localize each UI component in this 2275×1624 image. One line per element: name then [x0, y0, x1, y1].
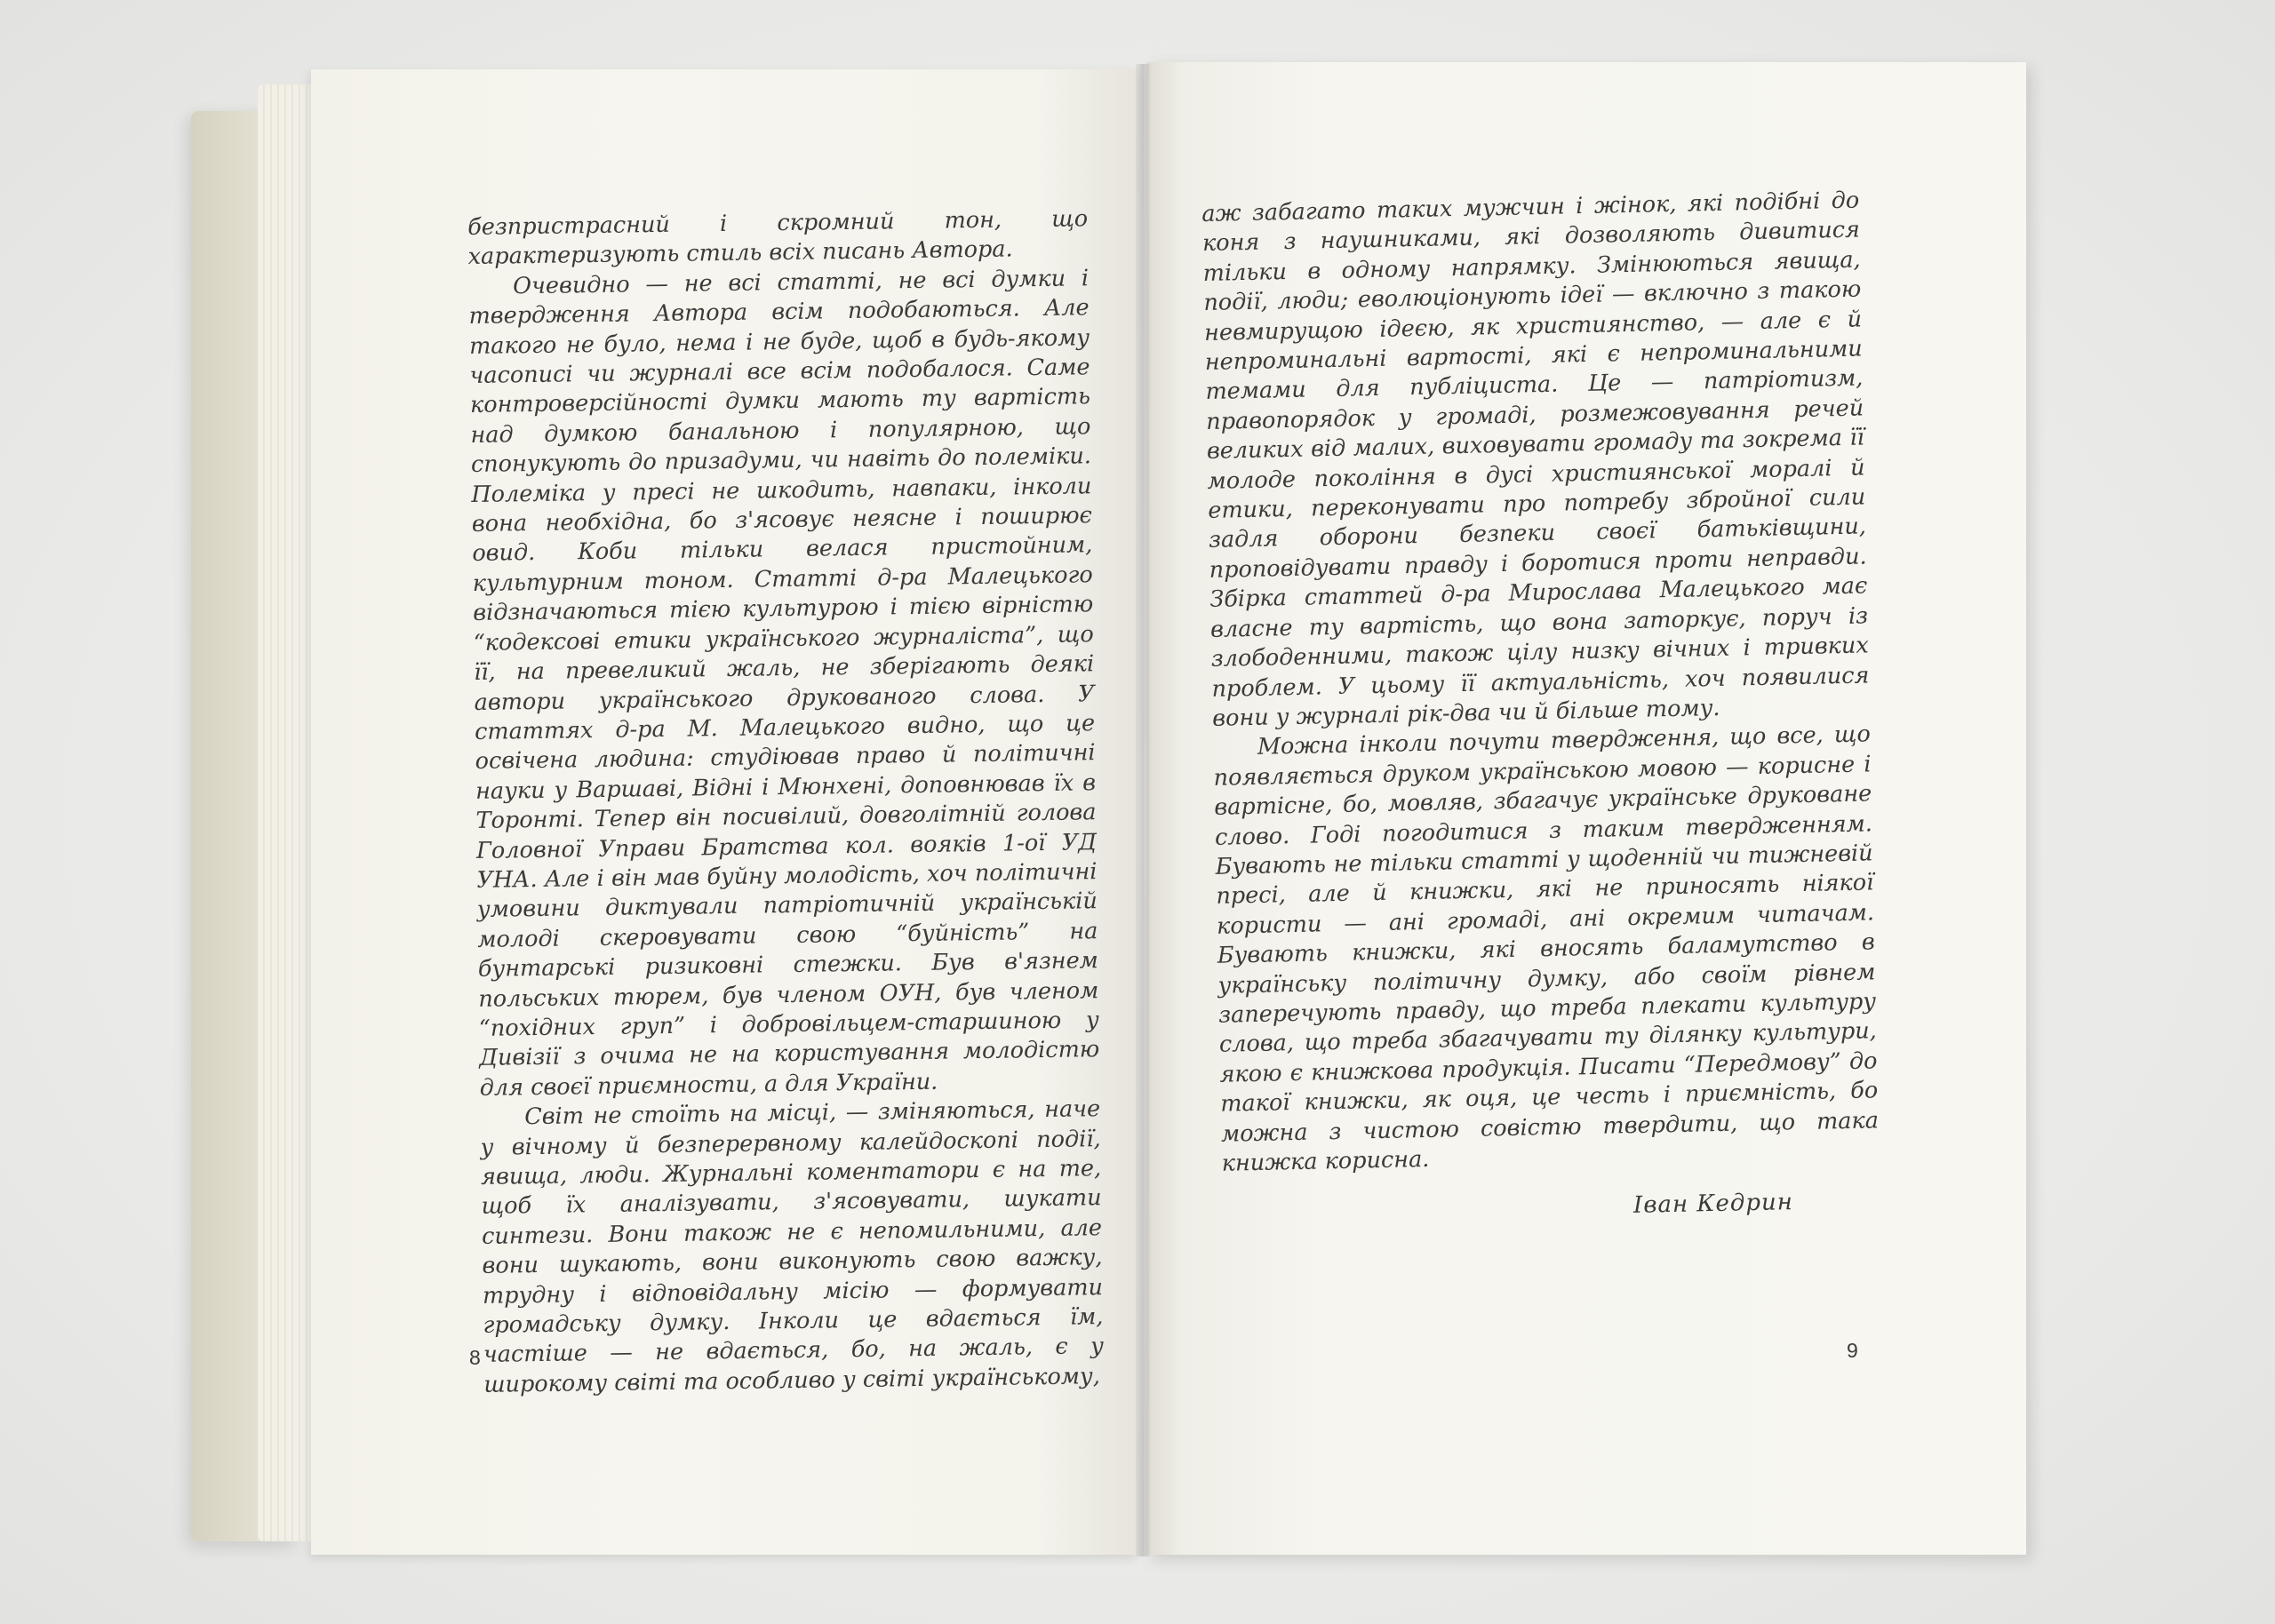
left-paragraph-3: Світ не стоїть на місці, — зміняються, наче у вічному й безперервному калейдоскопі події, явища, люди. Журнальні коментатори є на те, щоб їх аналізувати, з'ясовувати, шукати синтези. Вони також не є непомильними, але вони шукають, вони виконують свою важку, трудну і відповідальну місію — формувати громадську думку. Інколи це вдається їм, частіше — не вдається, бо, на жаль, є у широкому світі та особливо у світі українському,: [480, 1095, 1105, 1398]
author-signature: Іван Кедрин: [1632, 1189, 1794, 1219]
right-page-number: 9: [1847, 1339, 1858, 1362]
left-page-text: [467, 204, 1105, 1400]
book-gutter: [1136, 64, 1150, 1556]
right-paragraph-2: Можна інколи почути твердження, що все, що появляється друком українською мовою — корисне і вартісне, бо, мовляв, збагачує українське друковане слово. Годі погодитися з таким твердженням. Бувають не тільки статті у щоденній чи тижневій пресі, але й книжки, які не приносять ніякої користи — ані громаді, ані окремим читачам. Бувають книжки, які вносять баламутство в українську політичну думку, або своїм рівнем заперечують правду, що треба плекати культуру слова, що треба збагачувати ту ділянку культури, якою є книжкова продукція. Писати “Передмову” до такої книжки, як оця, це честь і приємність, бо можна з чистою совістю твердити, що така книжка корисна.: [1213, 720, 1880, 1177]
right-page-text: [1201, 187, 1880, 1180]
left-paragraph-1: безпристрасний і скромний тон, що характеризують стиль всіх писань Автора.: [467, 205, 1089, 271]
left-paragraph-2: Очевидно — не всі статті, не всі думки і твердження Автора всім подобаються. Але такого не було, нема і не буде, щоб в будь-якому часописі чи журналі все всім подобалося. Саме контроверсійності думки мають ту вартість над думкою банальною і популярною, що спонукують до призадуми, чи навіть до полеміки. Полеміка у пресі не шкодить, навпаки, інколи вона необхідна, бо з'ясовує неясне і поширює овид. Коби тільки велася пристойним, культурним тоном. Статті д-ра Малецького відзначаються тією культурою і тією вірністю “кодексові етики українського журналіста”, що її, на превеликий жаль, не зберігають деякі автори українського друкованого слова. У статтях д-ра М. Малецького видно, що це освічена людина: студіював право й політичні науки у Варшаві, Відні і Мюнхені, доповнював їх в Торонті. Тепер він посивілий, довголітній голова Головної Управи Братства кол. вояків 1-ої УД УНА. Але і він мав буйну молодість, хоч політичні умовини диктували патріотичній українській молоді скеровувати свою “буйність” на бунтарські ризиковні стежки. Був в'язнем польських тюрем, був членом ОУН, був членом “похідних груп” і добровільцем-старшиною у Дивізії з очима не на користування молодістю для своєї приємности, а для України.: [468, 265, 1100, 1102]
left-page-number: 8: [469, 1346, 481, 1369]
right-paragraph-1: аж забагато таких мужчин і жінок, які подібні до коня з наушниками, які дозволяють дивитися тільки в одному напрямку. Змінюються явища, події, люди; еволюціонують ідеї — включно з такою невмирущою ідеєю, як християнство, — але є й непроминальні вартості, які є непроминальними темами для публіциста. Це — патріотизм, правопорядок у громаді, розмежовування речей великих від малих, виховувати громаду та зокрема її молоде покоління в дусі християнської моралі й етики, переконувати про потребу збройної сили задля оборони безпеки своєї батьківщини, проповідувати правду і боротися проти неправди. Збірка статтей д-ра Мирослава Малецького має власне ту вартість, що вона заторкує, поруч із злободенними, також цілу низку вічних і тривких проблем. У цьому її актуальність, хоч появилися вони у журналі рік-два чи й більше тому.: [1201, 187, 1870, 732]
